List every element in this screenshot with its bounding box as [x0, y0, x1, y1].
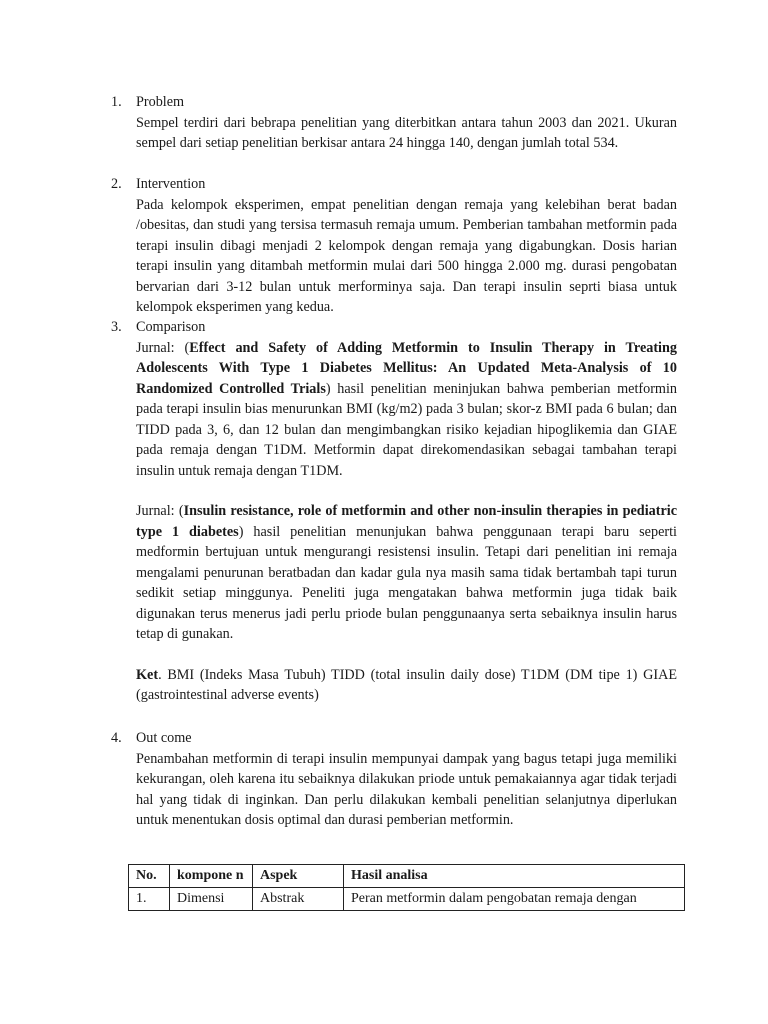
journal-prefix: Jurnal: (: [136, 503, 184, 519]
header-komponen: kompone n: [170, 865, 253, 888]
journal-1-paragraph: [136, 338, 677, 482]
ket-paragraph: [136, 665, 677, 706]
table-header-row: [129, 865, 685, 888]
section-intervention: [111, 174, 677, 318]
cell-komponen: Dimensi: [170, 888, 253, 911]
section-number: 1.: [111, 94, 122, 110]
analysis-table: [128, 864, 685, 911]
table-row: [129, 888, 685, 911]
header-hasil-analisa: Hasil analisa: [344, 865, 685, 888]
header-no: No.: [129, 865, 170, 888]
section-heading: Problem: [136, 94, 185, 110]
section-text: Penambahan metformin di terapi insulin mempunyai dampak yang bagus tetapi juga memiliki kekurangan, oleh karena itu sebaiknya dilakukan priode untuk pemakaiannya agar tidak terjadi hal yang tidak di inginkan. Dan perlu dilakukan kembali penelitian selanjutnya diperlukan untuk menentukan dosis optimal dan durasi pemberian metformin.: [136, 750, 677, 828]
journal-2-paragraph: [136, 501, 677, 645]
section-problem: [111, 92, 677, 154]
journal-1-text: ) hasil penelitian meninjukan bahwa pemberian metformin pada terapi insulin bias menurunkan BMI (kg/m2) pada 3 bulan; skor-z BMI pada 6 bulan; dan TIDD pada 3, 6, dan 12 bulan dan mengimbangkan risiko kejadian hipoglikemia dan GIAE pada remaja dengan T1DM. Metformin dapat direkomendasikan sebagai tambahan terapi insulin untuk remaja dengan T1DM.: [136, 380, 677, 479]
section-outcome: [111, 728, 677, 831]
section-heading: Out come: [136, 730, 192, 746]
journal-2-text: ) hasil penelitian menunjukan bahwa penggunaan terapi baru seperti medformin bertujuan untuk mengurangi resistensi insulin. Tetapi dari penelitian ini remaja mengalami penurunan beratbadan dan kadar gula nya masih sama tidak bertambah tapi turun sedikit setiap minggunya. Peneliti juga mengatakan bahwa metformin juga tidak baik digunakan terus menerus jadi perlu priode bulan penggunaanya serta sebaiknya insulin harus tetap di gunakan.: [136, 523, 677, 642]
cell-aspek: Abstrak: [253, 888, 344, 911]
cell-no: 1.: [129, 888, 170, 911]
ket-label: Ket: [136, 666, 159, 683]
section-number: 3.: [111, 319, 122, 335]
section-heading: Intervention: [136, 176, 206, 192]
section-text: Pada kelompok eksperimen, empat penelitian dengan remaja yang kelebihan berat badan /obesitas, dan studi yang tersisa termasuh remaja umum. Pemberian tambahan metformin pada terapi insulin dibagi menjadi 2 kelompok dengan remaja yang digabungkan. Dosis harian terapi insulin yang ditambah metformin mulai dari 500 hingga 2.000 mg. durasi pengobatan bervarian dari 3-12 bulan untuk merforminya saja. Dan terapi insulin seprti biasa untuk kelompok eksperimen yang kedua.: [136, 196, 677, 315]
section-number: 4.: [111, 730, 122, 746]
section-number: 2.: [111, 176, 122, 192]
journal-prefix: Jurnal: (: [136, 339, 190, 356]
section-comparison: [111, 317, 677, 706]
cell-hasil-analisa: Peran metformin dalam pengobatan remaja dengan: [344, 888, 685, 911]
journal-2-title: Insulin resistance, role of metformin and other non-insulin therapies in pediatric type 1 diabetes: [136, 503, 677, 540]
section-text: Sempel terdiri dari bebrapa penelitian yang diterbitkan antara tahun 2003 dan 2021. Ukuran sempel dari setiap penelitian berkisar antara 24 hingga 140, dengan jumlah total 534.: [136, 114, 677, 151]
section-heading: Comparison: [136, 319, 206, 335]
journal-1-title: Effect and Safety of Adding Metformin to Insulin Therapy in Treating Adolescents With Type 1 Diabetes Mellitus: An Updated Meta-Analysis of 10 Randomized Controlled Trials: [136, 339, 677, 397]
header-aspek: Aspek: [253, 865, 344, 888]
ket-text: . BMI (Indeks Masa Tubuh) TIDD (total insulin daily dose) T1DM (DM tipe 1) GIAE (gastrointestinal adverse events): [136, 666, 677, 703]
